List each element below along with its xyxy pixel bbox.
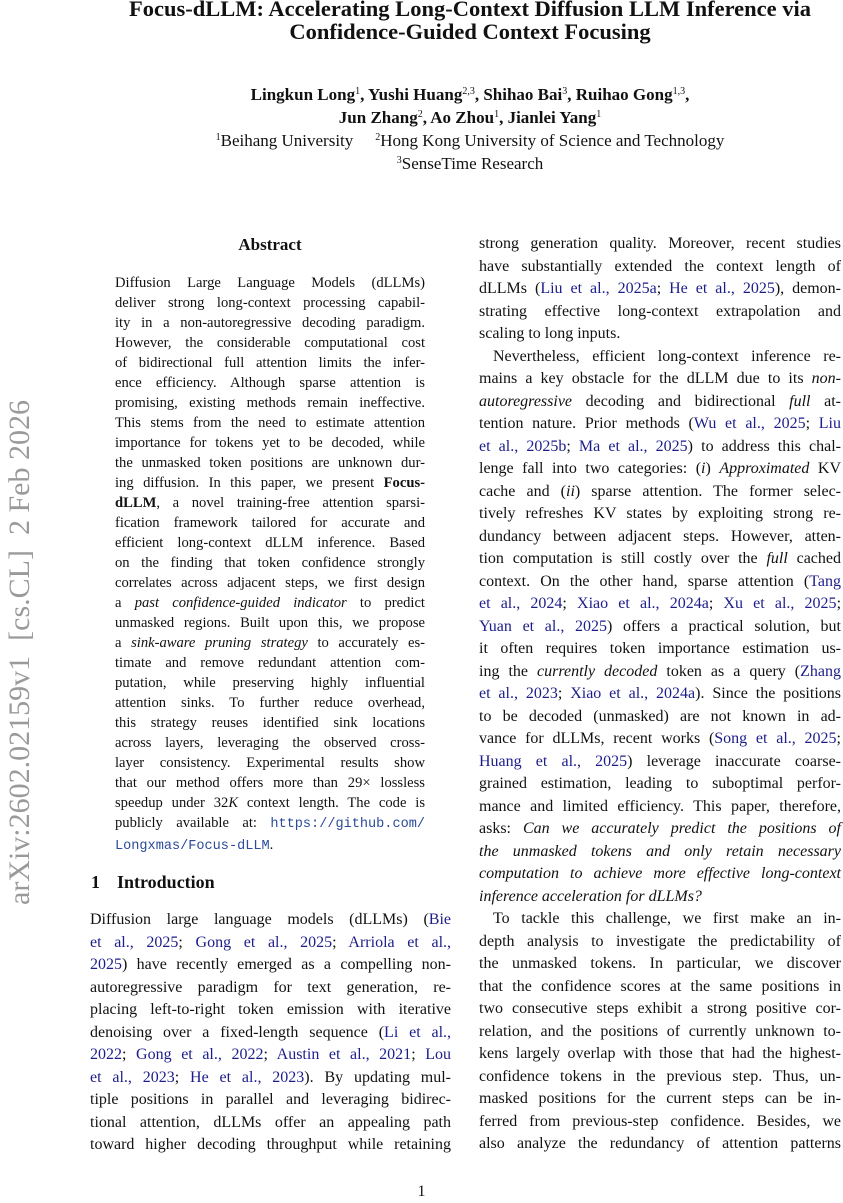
italic-text: non-: [811, 370, 841, 387]
text-line: [479, 1133, 841, 1156]
title-line: Confidence-Guided Context Focusing: [289, 19, 651, 44]
citation-link[interactable]: Tang: [809, 572, 841, 590]
text-line: [479, 458, 841, 481]
text-line: [479, 1088, 841, 1111]
paragraph: [115, 273, 425, 857]
text-run: ;: [332, 933, 349, 951]
text-run: putation, while preserving highly influential: [115, 675, 425, 691]
affiliation-marker: 2: [375, 132, 381, 143]
text-line: [115, 693, 425, 713]
author-affiliation-marker: 2: [417, 109, 423, 120]
citation-link[interactable]: He et al., 2025: [669, 280, 775, 297]
text-run: ing the: [479, 662, 537, 680]
affiliation-marker: 3: [396, 155, 402, 166]
citation-link[interactable]: Bie: [428, 911, 451, 928]
text-run: , a novel training-free attention sparsi-: [156, 495, 425, 511]
text-run: ), demon-: [774, 280, 842, 297]
abstract-heading: Abstract: [238, 235, 302, 254]
author-name: Jianlei Yang: [507, 108, 597, 127]
citation-link[interactable]: Song et al., 2025: [714, 730, 837, 747]
text-run: context length. The code is: [238, 795, 425, 811]
text-line: [479, 346, 841, 369]
text-run: ) have recently emerged as a compelling non-: [122, 956, 451, 973]
author-separator: ,: [474, 85, 484, 104]
text-run: Nevertheless, efficient long-context inference re-: [493, 347, 841, 365]
text-run: ;: [174, 1068, 191, 1086]
paragraph: [479, 233, 841, 346]
italic-text: K: [228, 795, 239, 811]
text-line: [479, 953, 841, 976]
affiliation-name: Hong Kong University of Science and Technology: [380, 131, 725, 150]
text-line: [90, 1067, 451, 1090]
text-run: ing diffusion. In this paper, we present: [115, 475, 384, 491]
text-run: tiple positions in parallel and leveraging bidirec-: [90, 1091, 451, 1108]
section-number: 1: [91, 872, 100, 892]
text-line: [90, 1022, 451, 1045]
text-run: token as a query (: [657, 662, 801, 680]
text-line: [479, 278, 841, 301]
text-line: [115, 593, 425, 613]
affiliation-name: SenseTime Research: [401, 154, 544, 173]
text-run: attention sinks. To further reduce overhead,: [115, 695, 425, 711]
text-line: [115, 273, 425, 293]
text-line: [479, 998, 841, 1021]
text-run: To tackle this challenge, we first make an in-: [493, 910, 841, 927]
arxiv-identifier-stamp: arXiv:2602.02159v1 [cs.CL] 2 Feb 2026: [3, 400, 36, 905]
text-line: [479, 773, 841, 796]
text-line: [479, 1111, 841, 1134]
text-run: across layers, leveraging the observed cross-: [115, 735, 425, 751]
affiliation-line: [60, 152, 843, 175]
text-line: [115, 493, 425, 513]
text-run: tively refreshes KV states by exploiting strong re-: [479, 505, 841, 522]
text-run: ) sparse attention. The former selec-: [574, 482, 841, 500]
citation-link[interactable]: et al., 2025: [90, 933, 179, 951]
text-run: However, the considerable computational cost: [115, 335, 425, 351]
citation-link[interactable]: Ma et al., 2025: [578, 437, 688, 455]
text-line: [479, 841, 841, 864]
text-line: [115, 753, 425, 773]
text-line: [90, 977, 451, 1000]
author-line: [60, 106, 843, 129]
text-run: ;: [557, 685, 571, 702]
citation-link[interactable]: Arriola et al.,: [348, 933, 452, 951]
text-run: importance for tokens yet to be decoded, while: [115, 435, 425, 451]
citation-link[interactable]: Wu et al., 2025: [693, 415, 806, 432]
author-name: Shihao Bai: [483, 85, 563, 104]
text-line: [115, 573, 425, 593]
text-line: [479, 728, 841, 751]
citation-link[interactable]: Huang et al., 2025: [479, 752, 628, 770]
author-affiliation-marker: 1: [596, 109, 602, 120]
introduction-left-column: [90, 909, 451, 1157]
text-run: ): [705, 460, 720, 477]
author-name: Lingkun Long: [250, 85, 356, 104]
text-line: [115, 373, 425, 393]
text-line: [115, 553, 425, 573]
text-run: ;: [562, 595, 578, 612]
text-line: [479, 638, 841, 661]
text-line: [90, 1044, 451, 1067]
author-name: Ruihao Gong: [575, 85, 673, 104]
italic-text: inference acceleration for dLLMs?: [479, 887, 702, 905]
text-run: strong generation quality. Moreover, recent studies: [479, 235, 841, 252]
text-line: [479, 683, 841, 706]
text-line: [90, 909, 451, 932]
text-run: kens largely overlap with those that had the highest-: [479, 1045, 841, 1062]
paper-title: [60, 0, 843, 43]
text-line: [479, 661, 841, 684]
text-run: relation, and the positions of currently unknown to-: [479, 1022, 841, 1040]
text-line: [479, 908, 841, 931]
text-run: ) leverage inaccurate coarse-: [627, 752, 842, 770]
text-line: [479, 413, 841, 436]
text-run: decoding and bidirectional: [572, 392, 790, 410]
text-line: [115, 773, 425, 793]
citation-link[interactable]: Liu et al., 2025a: [540, 280, 657, 297]
text-run: ;: [263, 1046, 277, 1063]
citation-link[interactable]: Gong et al., 2025: [195, 933, 333, 951]
code-url-link[interactable]: https://github.com/: [270, 817, 425, 832]
text-line: [115, 353, 425, 373]
text-run: ferred from previous-step confidence. Besides, we: [479, 1112, 841, 1130]
text-run: mance and limited efficiency. This paper, therefore,: [479, 797, 841, 815]
author-affiliation-marker: 1: [494, 109, 500, 120]
author-separator: ,: [567, 85, 576, 104]
italic-text: past confidence-guided indicator: [134, 595, 347, 611]
citation-link[interactable]: Austin et al., 2021: [276, 1046, 412, 1063]
text-line: [115, 633, 425, 653]
text-run: ). By updating mul-: [304, 1068, 452, 1086]
text-line: [115, 533, 425, 553]
text-line: [115, 713, 425, 733]
italic-text: sink-aware pruning strategy: [131, 635, 308, 651]
text-line: [90, 954, 451, 977]
text-line: [479, 301, 841, 324]
text-line: [479, 931, 841, 954]
text-run: publicly available at:: [115, 815, 271, 831]
text-line: [479, 526, 841, 549]
affiliation-name: Beihang University: [220, 131, 354, 150]
text-line: [115, 413, 425, 433]
text-line: [115, 513, 425, 533]
text-line: [479, 1066, 841, 1089]
bold-text: dLLM: [115, 495, 157, 511]
author-name: Yushi Huang: [367, 85, 463, 104]
author-name: Ao Zhou: [430, 108, 495, 127]
author-separator: ,: [360, 85, 368, 104]
text-run: ;: [836, 595, 842, 612]
paragraph: [479, 346, 841, 909]
text-run: ) offers a practical solution, but: [607, 617, 842, 635]
text-run: of bidirectional full attention limits the infer-: [115, 355, 425, 371]
text-run: This stems from the need to estimate attention: [115, 415, 425, 431]
text-line: [115, 813, 425, 835]
text-run: also analyze the redundancy of attention patterns: [479, 1135, 841, 1152]
text-line: [115, 313, 425, 333]
code-url-link[interactable]: Longxmas/Focus-dLLM: [115, 839, 270, 854]
text-run: ;: [836, 730, 841, 747]
text-line: [479, 886, 841, 909]
text-run: to accurately es-: [307, 635, 425, 651]
affiliation-marker: 1: [215, 132, 221, 143]
text-run: ) to address this chal-: [687, 437, 841, 455]
text-run: timate and remove redundant attention com-: [115, 655, 425, 671]
italic-text: Can we accurately predict the positions of: [522, 820, 841, 837]
text-run: masked positions for the current steps can be in-: [479, 1090, 841, 1107]
citation-link[interactable]: Li et al.,: [384, 1023, 452, 1041]
text-line: [479, 1043, 841, 1066]
text-line: [479, 976, 841, 999]
citation-link[interactable]: Gong et al., 2022: [136, 1046, 264, 1063]
author-line: [60, 83, 843, 106]
text-line: [90, 1112, 451, 1135]
author-affiliation-marker: 1: [355, 86, 361, 97]
text-line: [479, 503, 841, 526]
text-run: lenge fall into two categories: (: [479, 460, 702, 477]
italic-text: autoregressive: [479, 392, 573, 410]
text-run: .: [269, 837, 274, 853]
text-line: [479, 233, 841, 256]
text-run: unmasked regions. Built upon this, we propose: [115, 615, 425, 631]
text-run: asks:: [479, 820, 523, 837]
author-affiliation-marker: 1,3: [672, 86, 686, 97]
text-run: this strategy reuses identified sink locations: [115, 715, 425, 731]
text-run: efficient long-context dLLM inference. Based: [115, 535, 425, 551]
author-affiliation-marker: 2,3: [462, 86, 475, 97]
text-run: to predict: [346, 595, 425, 611]
text-line: [115, 835, 425, 857]
text-run: ence efficiency. Although sparse attention is: [115, 375, 425, 391]
text-run: promising, existing methods remain ineffective.: [115, 395, 425, 411]
text-line: [479, 481, 841, 504]
text-line: [115, 653, 425, 673]
text-run: it often requires token importance estimation us-: [479, 640, 841, 657]
text-line: [115, 453, 425, 473]
text-line: [479, 256, 841, 279]
text-line: [90, 1134, 451, 1157]
page-number: 1: [417, 1183, 426, 1200]
text-run: layer consistency. Experimental results show: [115, 755, 425, 771]
text-run: Diffusion Large Language Models (dLLMs): [115, 275, 425, 291]
author-separator: ,: [422, 108, 431, 127]
italic-text: full: [789, 392, 811, 410]
text-run: ity in a non-autoregressive decoding paradigm.: [115, 315, 425, 331]
text-line: [479, 368, 841, 391]
abstract-body: [115, 273, 425, 857]
citation-link[interactable]: et al., 2024: [479, 595, 563, 612]
citation-link[interactable]: 2025: [90, 956, 122, 973]
text-run: two consecutive steps exhibit a strong positive cor-: [479, 1000, 841, 1017]
text-line: [479, 706, 841, 729]
text-run: deliver strong long-context processing capabil-: [115, 295, 425, 311]
citation-link[interactable]: Zhang: [800, 662, 842, 680]
text-run: ;: [178, 933, 196, 951]
text-run: autoregressive paradigm for text generation, re-: [90, 978, 451, 996]
citation-link[interactable]: He et al., 2023: [190, 1068, 305, 1086]
text-run: scaling to long inputs.: [479, 325, 621, 342]
citation-link[interactable]: Liu: [818, 415, 841, 432]
italic-text: i: [701, 460, 706, 477]
text-run: strating effective long-context extrapolation and: [479, 302, 841, 320]
text-line: [479, 436, 841, 459]
text-run: Diffusion large language models (dLLMs) (: [90, 911, 429, 928]
text-line: [115, 733, 425, 753]
text-line: [479, 863, 841, 886]
text-line: [90, 932, 451, 955]
text-run: on the finding that token confidence strongly: [115, 555, 425, 571]
citation-link[interactable]: et al., 2023: [479, 685, 558, 702]
citation-link[interactable]: Xiao et al., 2024a: [577, 595, 709, 612]
text-run: ;: [566, 437, 579, 455]
text-run: ;: [805, 415, 819, 432]
text-run: tional attention, dLLMs offer an appealing path: [90, 1113, 451, 1131]
citation-link[interactable]: et al., 2025b: [479, 437, 567, 455]
text-run: cached: [787, 550, 841, 567]
text-line: [115, 293, 425, 313]
text-run: vance for dLLMs, recent works (: [479, 730, 715, 747]
text-line: [90, 1089, 451, 1112]
text-run: at-: [810, 392, 842, 410]
text-run: that our method offers more than 29× lossless: [115, 775, 425, 791]
citation-link[interactable]: Xu et al., 2025: [723, 595, 837, 612]
text-run: to be decoded (unmasked) are not known in ad-: [479, 707, 841, 725]
text-line: [115, 393, 425, 413]
text-line: [479, 616, 841, 639]
author-name: Jun Zhang: [338, 108, 418, 127]
affiliation-line: [60, 129, 843, 152]
text-run: confidence tokens in the previous step. Thus, un-: [479, 1067, 841, 1085]
paragraph: [90, 909, 451, 1157]
introduction-right-column: [479, 233, 841, 1156]
text-line: [115, 613, 425, 633]
text-run: a: [115, 595, 135, 611]
text-run: ;: [122, 1046, 137, 1063]
text-run: ;: [656, 280, 670, 297]
text-line: [479, 796, 841, 819]
paragraph: [479, 908, 841, 1156]
text-line: [90, 999, 451, 1022]
text-line: [479, 1021, 841, 1044]
text-run: toward higher decoding throughput while retaining: [90, 1136, 451, 1153]
text-run: dLLMs (: [479, 280, 541, 297]
bold-text: Focus-: [383, 475, 425, 491]
text-line: [115, 793, 425, 813]
text-line: [479, 751, 841, 774]
section-heading-introduction: [91, 870, 215, 894]
text-run: cache and (: [479, 482, 566, 500]
text-run: that the confidence scores at the same positions in: [479, 977, 841, 995]
text-run: tion computation is still costly over the: [479, 550, 767, 567]
italic-text: currently decoded: [537, 662, 658, 680]
author-separator: ,: [499, 108, 508, 127]
text-run: tention nature. Prior methods (: [479, 415, 694, 432]
text-run: context. On the other hand, sparse attention (: [479, 572, 810, 590]
text-run: grained estimation, leading to suboptimal perfor-: [479, 775, 841, 792]
text-line: [479, 818, 841, 841]
text-line: [479, 323, 841, 346]
text-run: speedup under 32: [115, 795, 229, 811]
text-run: fication framework tailored for accurate and: [115, 515, 425, 531]
text-run: placing left-to-right token emission with iterative: [90, 1001, 451, 1018]
text-run: ;: [411, 1046, 426, 1063]
text-line: [115, 473, 425, 493]
text-run: mains a key obstacle for the dLLM due to its: [479, 370, 812, 387]
citation-link[interactable]: 2022: [90, 1046, 122, 1063]
text-run: the unmasked tokens. In particular, we discover: [479, 955, 841, 972]
text-line: [479, 593, 841, 616]
text-run: dundancy between adjacent steps. However, atten-: [479, 527, 841, 545]
text-run: denoising over a fixed-length sequence (: [90, 1023, 385, 1041]
text-line: [479, 391, 841, 414]
author-affiliation-marker: 3: [562, 86, 568, 97]
italic-text: ii: [566, 482, 575, 500]
text-run: the unmasked token positions are unknown dur-: [115, 455, 425, 471]
text-run: ;: [708, 595, 724, 612]
text-run: correlates across adjacent steps, we first design: [115, 575, 425, 591]
section-title: Introduction: [117, 872, 215, 892]
italic-text: the unmasked tokens and only retain necessary: [479, 842, 841, 860]
italic-text: Approximated: [719, 460, 810, 477]
italic-text: computation to achieve more effective long-context: [479, 865, 841, 882]
italic-text: full: [766, 550, 788, 567]
text-run: depth analysis to investigate the predictability of: [479, 932, 841, 950]
text-line: [479, 548, 841, 571]
citation-link[interactable]: Xiao et al., 2024a: [570, 685, 696, 702]
citation-link[interactable]: Lou: [425, 1046, 452, 1063]
citation-link[interactable]: Yuan et al., 2025: [479, 617, 608, 635]
text-line: [115, 673, 425, 693]
title-line: Focus-dLLM: Accelerating Long-Context Diffusion LLM Inference via: [128, 0, 812, 21]
text-line: [479, 571, 841, 594]
citation-link[interactable]: et al., 2023: [90, 1068, 175, 1086]
text-run: have substantially extended the context length of: [479, 257, 841, 275]
text-line: [115, 433, 425, 453]
author-separator: ,: [685, 85, 690, 104]
text-line: [115, 333, 425, 353]
text-run: ). Since the positions: [695, 685, 841, 702]
text-run: a: [115, 635, 132, 651]
text-run: KV: [809, 460, 842, 477]
